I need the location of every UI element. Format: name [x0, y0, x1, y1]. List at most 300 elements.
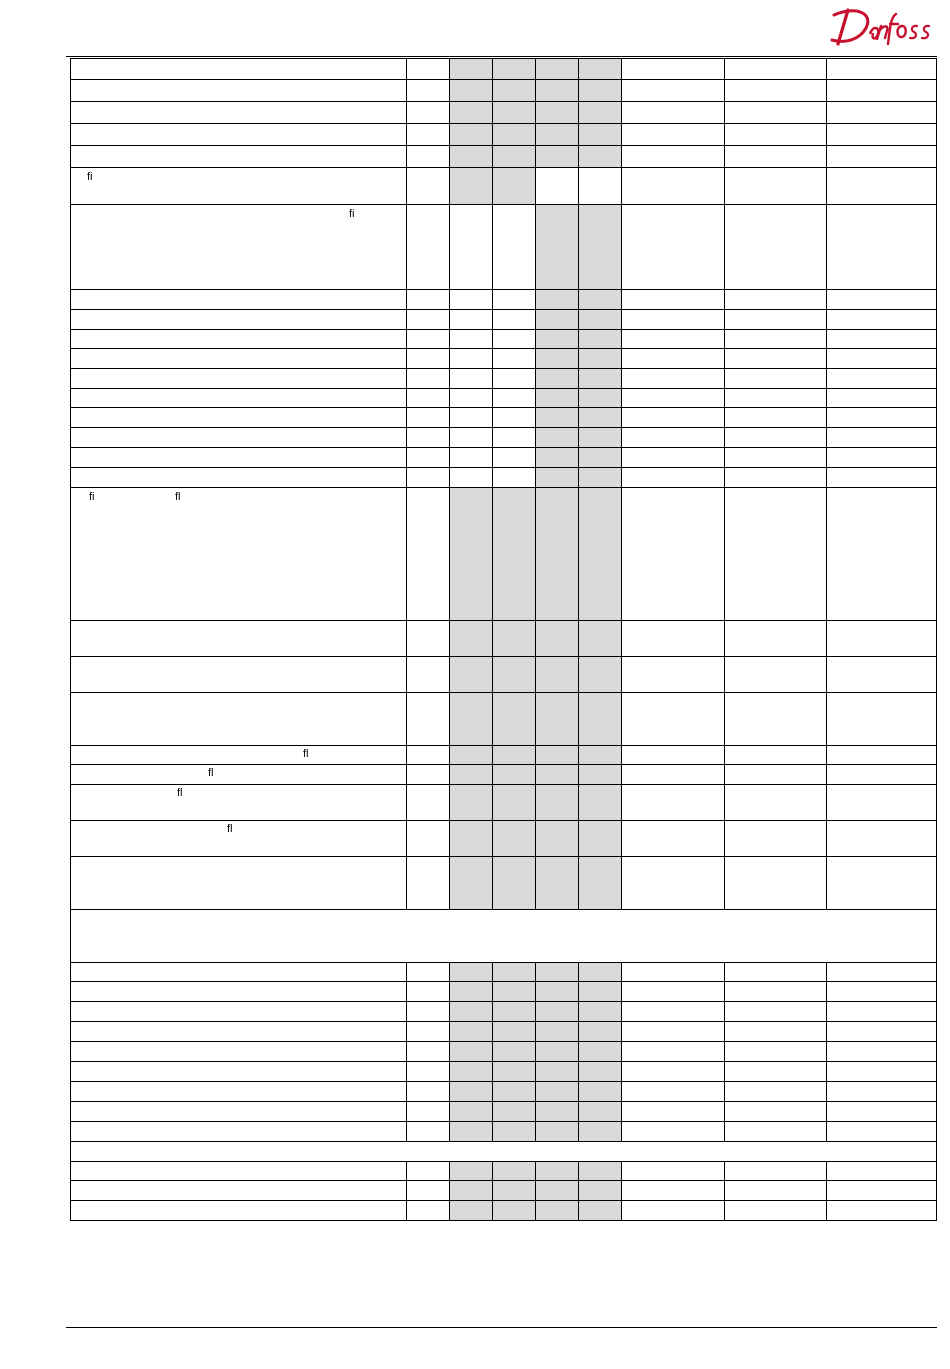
- value-cell: [622, 349, 725, 369]
- table-row: [71, 1201, 937, 1221]
- value-cell: [622, 693, 725, 746]
- parameter-cell: [71, 621, 407, 657]
- value-cell: [827, 746, 937, 765]
- value-cell: [579, 1102, 622, 1122]
- value-cell: [622, 1042, 725, 1062]
- parameter-cell: [71, 821, 407, 857]
- value-cell: [536, 310, 579, 330]
- value-cell: [536, 1201, 579, 1221]
- value-cell: [493, 1162, 536, 1181]
- value-cell: [450, 1201, 493, 1221]
- value-cell: [407, 1062, 450, 1082]
- value-cell: [622, 785, 725, 821]
- value-cell: [450, 1082, 493, 1102]
- value-cell: [450, 205, 493, 290]
- value-cell: [450, 330, 493, 349]
- value-cell: [493, 330, 536, 349]
- danfoss-logo-mark: [826, 4, 938, 48]
- value-cell: [536, 1102, 579, 1122]
- value-cell: [622, 621, 725, 657]
- value-cell: [450, 468, 493, 488]
- ligature-glyph: ﬂ: [208, 767, 214, 779]
- table-row: [71, 389, 937, 408]
- value-cell: [450, 146, 493, 168]
- value-cell: [725, 168, 827, 205]
- table-row: [71, 124, 937, 146]
- table-row: [71, 693, 937, 746]
- value-cell: [493, 369, 536, 389]
- parameter-cell: [71, 290, 407, 310]
- table-row: [71, 205, 937, 290]
- value-cell: [407, 963, 450, 982]
- value-cell: [407, 408, 450, 428]
- parameter-cell: [71, 1082, 407, 1102]
- value-cell: [407, 1102, 450, 1122]
- value-cell: [536, 693, 579, 746]
- parameter-cell: [71, 146, 407, 168]
- value-cell: [725, 290, 827, 310]
- value-cell: [407, 621, 450, 657]
- value-cell: [725, 1201, 827, 1221]
- value-cell: [407, 168, 450, 205]
- value-cell: [622, 1201, 725, 1221]
- value-cell: [536, 428, 579, 448]
- value-cell: [407, 765, 450, 785]
- table-row: [71, 1082, 937, 1102]
- value-cell: [450, 102, 493, 124]
- table-row: [71, 1002, 937, 1022]
- value-cell: [407, 821, 450, 857]
- value-cell: [579, 310, 622, 330]
- value-cell: [450, 621, 493, 657]
- value-cell: [579, 448, 622, 468]
- value-cell: [622, 1102, 725, 1122]
- value-cell: [407, 746, 450, 765]
- value-cell: [407, 1042, 450, 1062]
- value-cell: [725, 857, 827, 910]
- value-cell: [536, 963, 579, 982]
- table-row: [71, 80, 937, 102]
- value-cell: [450, 746, 493, 765]
- parameter-cell: [71, 369, 407, 389]
- value-cell: [450, 408, 493, 428]
- value-cell: [450, 80, 493, 102]
- value-cell: [493, 765, 536, 785]
- ligature-glyph: ﬂ: [177, 787, 183, 799]
- value-cell: [407, 290, 450, 310]
- value-cell: [493, 963, 536, 982]
- value-cell: [536, 1162, 579, 1181]
- value-cell: [450, 765, 493, 785]
- value-cell: [493, 657, 536, 693]
- value-cell: [579, 408, 622, 428]
- value-cell: [827, 1082, 937, 1102]
- value-cell: [622, 963, 725, 982]
- parameter-cell: [71, 468, 407, 488]
- table-row: [71, 857, 937, 910]
- value-cell: [622, 369, 725, 389]
- table-row: [71, 1142, 937, 1162]
- value-cell: [407, 488, 450, 621]
- value-cell: [536, 621, 579, 657]
- table-row: [71, 657, 937, 693]
- value-cell: [407, 1122, 450, 1142]
- value-cell: [407, 468, 450, 488]
- parameter-cell: [71, 785, 407, 821]
- table-row: [71, 982, 937, 1002]
- table-row: [71, 408, 937, 428]
- value-cell: [725, 124, 827, 146]
- value-cell: [725, 1082, 827, 1102]
- parameter-cell: [71, 102, 407, 124]
- value-cell: [450, 821, 493, 857]
- value-cell: [493, 488, 536, 621]
- value-cell: [536, 468, 579, 488]
- ligature-glyph: ﬂ: [175, 491, 181, 503]
- value-cell: [493, 1002, 536, 1022]
- value-cell: [827, 428, 937, 448]
- value-cell: [622, 857, 725, 910]
- value-cell: [536, 168, 579, 205]
- parameter-cell: [71, 1042, 407, 1062]
- value-cell: [579, 657, 622, 693]
- parameter-cell: [71, 963, 407, 982]
- value-cell: [827, 369, 937, 389]
- value-cell: [536, 389, 579, 408]
- value-cell: [622, 1162, 725, 1181]
- value-cell: [493, 389, 536, 408]
- value-cell: [827, 408, 937, 428]
- value-cell: [536, 765, 579, 785]
- value-cell: [725, 448, 827, 468]
- value-cell: [579, 59, 622, 80]
- value-cell: [407, 310, 450, 330]
- value-cell: [536, 821, 579, 857]
- value-cell: [450, 1022, 493, 1042]
- value-cell: [450, 657, 493, 693]
- value-cell: [622, 80, 725, 102]
- parameter-cell: [71, 80, 407, 102]
- value-cell: [827, 963, 937, 982]
- ligature-glyph: ﬁ: [89, 491, 95, 503]
- value-cell: [450, 982, 493, 1002]
- parameter-cell: [71, 349, 407, 369]
- value-cell: [493, 59, 536, 80]
- value-cell: [622, 821, 725, 857]
- value-cell: [725, 488, 827, 621]
- value-cell: [536, 657, 579, 693]
- value-cell: [725, 146, 827, 168]
- value-cell: [579, 1002, 622, 1022]
- value-cell: [407, 330, 450, 349]
- table-row: [71, 1162, 937, 1181]
- value-cell: [407, 448, 450, 468]
- parameter-cell: [71, 1102, 407, 1122]
- parameter-cell: [71, 124, 407, 146]
- value-cell: [725, 1181, 827, 1201]
- table-row: [71, 1022, 937, 1042]
- table-row: [71, 765, 937, 785]
- value-cell: [493, 621, 536, 657]
- value-cell: [407, 982, 450, 1002]
- value-cell: [725, 330, 827, 349]
- parameter-cell: [71, 1062, 407, 1082]
- value-cell: [622, 146, 725, 168]
- value-cell: [493, 80, 536, 102]
- value-cell: [579, 124, 622, 146]
- table-row: [71, 448, 937, 468]
- value-cell: [450, 369, 493, 389]
- value-cell: [827, 1162, 937, 1181]
- value-cell: [579, 1022, 622, 1042]
- value-cell: [725, 428, 827, 448]
- ligature-glyph: ﬁ: [349, 208, 355, 220]
- value-cell: [827, 1022, 937, 1042]
- value-cell: [536, 146, 579, 168]
- value-cell: [450, 785, 493, 821]
- value-cell: [622, 428, 725, 448]
- value-cell: [579, 1062, 622, 1082]
- value-cell: [536, 369, 579, 389]
- value-cell: [725, 349, 827, 369]
- value-cell: [536, 1082, 579, 1102]
- value-cell: [622, 1082, 725, 1102]
- value-cell: [827, 1002, 937, 1022]
- value-cell: [450, 349, 493, 369]
- value-cell: [579, 746, 622, 765]
- value-cell: [725, 1022, 827, 1042]
- value-cell: [725, 746, 827, 765]
- parameter-cell: [71, 1201, 407, 1221]
- parameter-cell: [71, 488, 407, 621]
- value-cell: [579, 1162, 622, 1181]
- value-cell: [450, 1062, 493, 1082]
- table-row: [71, 146, 937, 168]
- value-cell: [827, 1062, 937, 1082]
- value-cell: [725, 982, 827, 1002]
- value-cell: [493, 102, 536, 124]
- table-row: [71, 102, 937, 124]
- danfoss-logo: [826, 4, 938, 48]
- value-cell: [725, 1122, 827, 1142]
- table-row: [71, 468, 937, 488]
- value-cell: [493, 746, 536, 765]
- value-cell: [725, 80, 827, 102]
- parameter-cell: [71, 389, 407, 408]
- table-row: [71, 1181, 937, 1201]
- value-cell: [579, 857, 622, 910]
- value-cell: [827, 102, 937, 124]
- value-cell: [493, 448, 536, 468]
- value-cell: [493, 1062, 536, 1082]
- parameter-cell: [71, 1122, 407, 1142]
- value-cell: [579, 146, 622, 168]
- value-cell: [536, 746, 579, 765]
- value-cell: [493, 349, 536, 369]
- value-cell: [725, 657, 827, 693]
- value-cell: [622, 982, 725, 1002]
- value-cell: [493, 1082, 536, 1102]
- value-cell: [725, 1162, 827, 1181]
- value-cell: [827, 982, 937, 1002]
- table-row: [71, 168, 937, 205]
- value-cell: [579, 1181, 622, 1201]
- value-cell: [450, 168, 493, 205]
- parameter-cell: [71, 982, 407, 1002]
- value-cell: [536, 982, 579, 1002]
- value-cell: [827, 468, 937, 488]
- value-cell: [536, 1181, 579, 1201]
- value-cell: [493, 290, 536, 310]
- table-row: [71, 428, 937, 448]
- value-cell: [493, 428, 536, 448]
- value-cell: [407, 102, 450, 124]
- value-cell: [725, 621, 827, 657]
- value-cell: [493, 1201, 536, 1221]
- value-cell: [725, 1062, 827, 1082]
- value-cell: [579, 389, 622, 408]
- value-cell: [622, 205, 725, 290]
- value-cell: [725, 693, 827, 746]
- value-cell: [827, 1181, 937, 1201]
- value-cell: [579, 1082, 622, 1102]
- value-cell: [579, 369, 622, 389]
- ligature-glyph: ﬂ: [303, 748, 309, 760]
- value-cell: [536, 785, 579, 821]
- value-cell: [622, 448, 725, 468]
- value-cell: [579, 1122, 622, 1142]
- value-cell: [827, 1042, 937, 1062]
- value-cell: [450, 1102, 493, 1122]
- parameter-table: [70, 58, 937, 1221]
- table-row: [71, 310, 937, 330]
- value-cell: [407, 428, 450, 448]
- value-cell: [622, 102, 725, 124]
- value-cell: [450, 963, 493, 982]
- value-cell: [450, 290, 493, 310]
- value-cell: [725, 389, 827, 408]
- value-cell: [622, 1122, 725, 1142]
- value-cell: [827, 693, 937, 746]
- value-cell: [622, 1022, 725, 1042]
- value-cell: [493, 693, 536, 746]
- value-cell: [407, 80, 450, 102]
- value-cell: [725, 821, 827, 857]
- value-cell: [579, 102, 622, 124]
- table-row: [71, 1042, 937, 1062]
- value-cell: [450, 124, 493, 146]
- value-cell: [827, 124, 937, 146]
- value-cell: [450, 857, 493, 910]
- value-cell: [579, 349, 622, 369]
- parameter-cell: [71, 1181, 407, 1201]
- table-row: [71, 1102, 937, 1122]
- value-cell: [493, 1102, 536, 1122]
- value-cell: [725, 1042, 827, 1062]
- value-cell: [725, 785, 827, 821]
- parameter-cell: [71, 168, 407, 205]
- value-cell: [725, 765, 827, 785]
- value-cell: [579, 168, 622, 205]
- footer-rule: [66, 1327, 937, 1328]
- value-cell: [827, 1201, 937, 1221]
- value-cell: [827, 310, 937, 330]
- value-cell: [622, 1181, 725, 1201]
- value-cell: [827, 765, 937, 785]
- value-cell: [827, 349, 937, 369]
- value-cell: [450, 389, 493, 408]
- value-cell: [579, 693, 622, 746]
- value-cell: [622, 310, 725, 330]
- value-cell: [493, 785, 536, 821]
- value-cell: [493, 168, 536, 205]
- value-cell: [407, 1201, 450, 1221]
- value-cell: [725, 102, 827, 124]
- value-cell: [622, 468, 725, 488]
- value-cell: [725, 205, 827, 290]
- value-cell: [622, 1002, 725, 1022]
- value-cell: [493, 310, 536, 330]
- value-cell: [622, 746, 725, 765]
- value-cell: [725, 59, 827, 80]
- value-cell: [536, 1022, 579, 1042]
- value-cell: [493, 468, 536, 488]
- parameter-cell: [71, 1022, 407, 1042]
- table-row: [71, 59, 937, 80]
- value-cell: [407, 1181, 450, 1201]
- value-cell: [536, 330, 579, 349]
- value-cell: [536, 1062, 579, 1082]
- value-cell: [725, 468, 827, 488]
- value-cell: [536, 448, 579, 468]
- value-cell: [725, 1002, 827, 1022]
- value-cell: [493, 408, 536, 428]
- value-cell: [827, 448, 937, 468]
- value-cell: [493, 1042, 536, 1062]
- value-cell: [536, 488, 579, 621]
- value-cell: [579, 205, 622, 290]
- table-row: [71, 1122, 937, 1142]
- ligature-glyph: ﬁ: [87, 171, 93, 183]
- value-cell: [407, 693, 450, 746]
- value-cell: [579, 290, 622, 310]
- value-cell: [407, 146, 450, 168]
- table-row: [71, 349, 937, 369]
- value-cell: [407, 389, 450, 408]
- value-cell: [579, 963, 622, 982]
- value-cell: [536, 1002, 579, 1022]
- value-cell: [827, 657, 937, 693]
- value-cell: [827, 146, 937, 168]
- value-cell: [493, 1181, 536, 1201]
- parameter-cell: [71, 857, 407, 910]
- value-cell: [536, 408, 579, 428]
- value-cell: [622, 488, 725, 621]
- table-row: [71, 621, 937, 657]
- value-cell: [725, 408, 827, 428]
- parameter-cell: [71, 428, 407, 448]
- header-rule: [66, 56, 937, 57]
- value-cell: [827, 1102, 937, 1122]
- value-cell: [450, 1122, 493, 1142]
- value-cell: [579, 80, 622, 102]
- value-cell: [579, 785, 622, 821]
- value-cell: [579, 1201, 622, 1221]
- table-row: [71, 488, 937, 621]
- value-cell: [450, 428, 493, 448]
- value-cell: [827, 621, 937, 657]
- value-cell: [725, 1102, 827, 1122]
